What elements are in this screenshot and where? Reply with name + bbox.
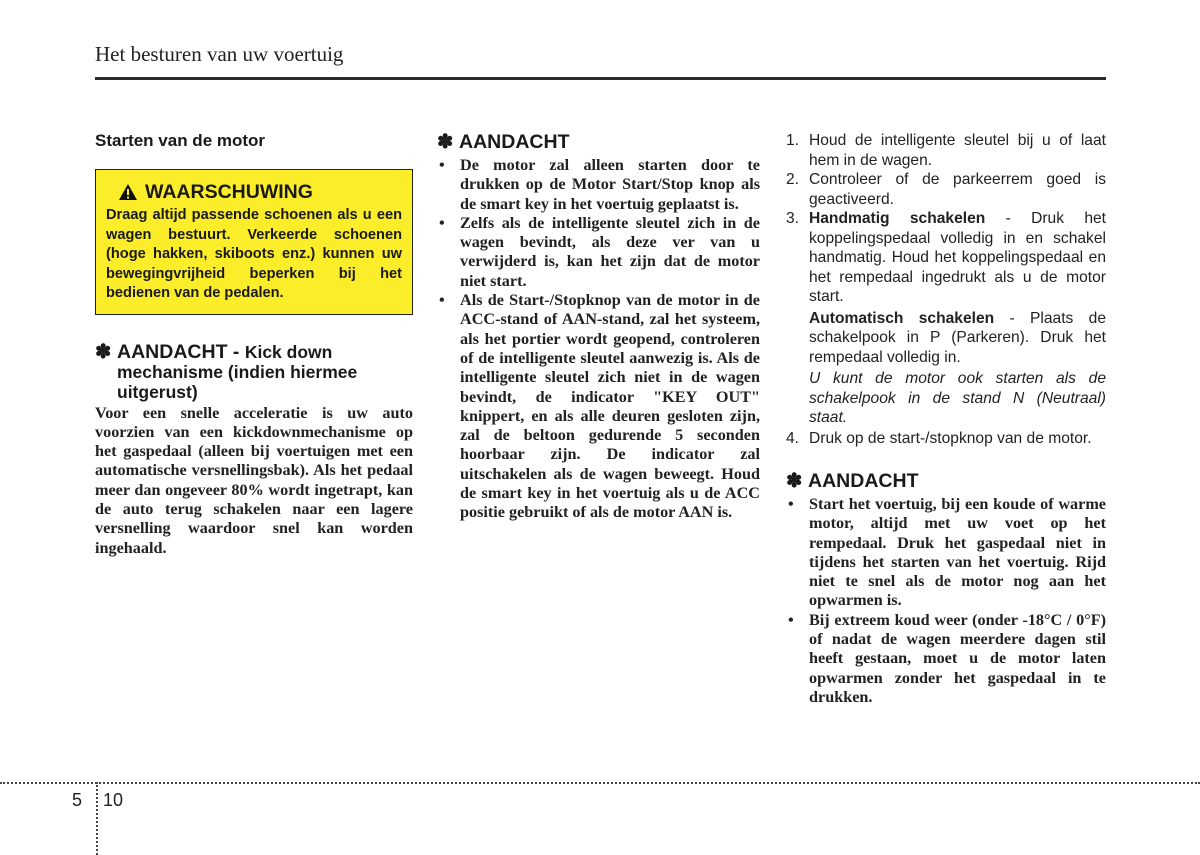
chapter-number: 5 [72,790,83,810]
attention-heading-text: AANDACHT [459,131,570,153]
asterisk-icon: ✽ [437,131,454,153]
bullet-icon: • [439,213,445,232]
neutral-note: U kunt de motor ook starten als de schakelpook in de stand N (Neutraal) staat. [809,370,1106,426]
list-item: • De motor zal alleen starten door te drukken op de Motor Start/Stop knop als de smart key in het voertuig geplaatst is. [439,156,760,213]
asterisk-icon: ✽ [786,470,803,492]
warning-text: Draag altijd passende schoenen als u een wagen bestuurt. Verkeerde schoenen (hoge hakken, skiboots enz.) kunnen uw bewegingvrijheid beperken bij het bedienen van de pedalen. [106,207,402,301]
warning-triangle-icon [118,183,138,201]
manual-shift-label: Handmatig schakelen [809,210,986,227]
asterisk-icon: ✽ [95,340,112,363]
page-header-title: Het besturen van uw voertuig [95,42,344,66]
steps-list [786,131,1106,307]
attention-heading-text: AANDACHT [808,470,919,492]
column-middle [437,128,760,523]
warning-title-text: WAARSCHUWING [145,181,313,203]
attention-heading [437,132,760,153]
step-item: 3. Handmatig schakelen - Druk het koppelingspedaal volledig in en schakel handmatig. Houd het koppelingspedaal en het rempedaal ingedrukt als u de motor start. [786,210,1106,305]
kickdown-title: Kick down mechanisme (indien hiermee uitgerust) [117,341,358,402]
section-heading: Starten van de motor [95,131,266,150]
column-right [786,128,1106,707]
list-item: • Bij extreem koud weer (onder -18°C / 0°F) of nadat de wagen meerdere dagen stil heeft gestaan, moet u de motor laten opwarmen zonder het gaspedaal in te drukken. [788,610,1106,706]
attention-list [786,495,1106,707]
header-divider [95,77,1106,80]
page-number: 10 [103,790,124,810]
footer-divider [0,782,1200,784]
kickdown-heading [95,342,413,402]
step-item: 4. Druk op de start-/stopknop van de motor. [786,429,1092,447]
list-item: • Als de Start-/Stopknop van de motor in de ACC-stand of AAN-stand, zal het systeem, als het portier wordt geopend, controleren of de intelligente sleutel aanwezig is. Als de intelligente sleutel zich niet in de wagen bevindt, de indicator "KEY OUT" knippert, en als alle deuren gesloten zijn, zal de beltoon gedurende 5 seconden hoorbaar zijn. De indicator zal uitschakelen als de wagen beweegt. Houd de smart key in het voertuig als u de ACC positie gebruikt of als de motor AAN is. [439,291,760,522]
list-item: • Zelfs als de intelligente sleutel zich in de wagen bevindt, als deze ver van u verwijderd is, kan het zijn dat de motor niet start. [439,213,760,290]
kickdown-label: AANDACHT - [117,340,245,363]
column-left [95,128,413,558]
attention-heading [786,471,1106,492]
auto-shift-label: Automatisch schakelen [809,309,995,327]
bullet-icon: • [788,495,794,513]
bullet-icon: • [439,291,445,310]
warning-title [118,180,402,204]
list-item: • Start het voertuig, bij een koude of warme motor, altijd met uw voet op het rempedaal. Druk het gaspedaal niet in tijdens het starten van het voertuig. Rijd niet te snel als de motor nog aan het opwarmen is. [788,495,1106,610]
auto-shift-text: Automatisch schakelen - Plaats de schakelpook in P (Parkeren). Druk het rempedaal volledig in. [809,309,1106,366]
warning-box [95,169,413,315]
bullet-icon: • [439,156,445,174]
footer-separator [96,782,98,855]
kickdown-text: Voor een snelle acceleratie is uw auto voorzien van een kickdownmechanisme op het gaspedaal (alleen bij voertuigen met een automatische versnellingsbak). Als het pedaal meer dan ongeveer 80% wordt ingetrapt, kan de auto terug schakelen naar een lagere versnelling waardoor snel kan worden ingehaald. [95,403,413,557]
bullet-icon: • [788,610,794,629]
step-item: 1. Houd de intelligente sleutel bij u of laat hem in de wagen. [786,132,1106,169]
step-item: 2. Controleer of de parkeerrem goed is geactiveerd. [786,171,1106,208]
attention-list [437,156,760,523]
steps-list-continued [786,429,1106,449]
